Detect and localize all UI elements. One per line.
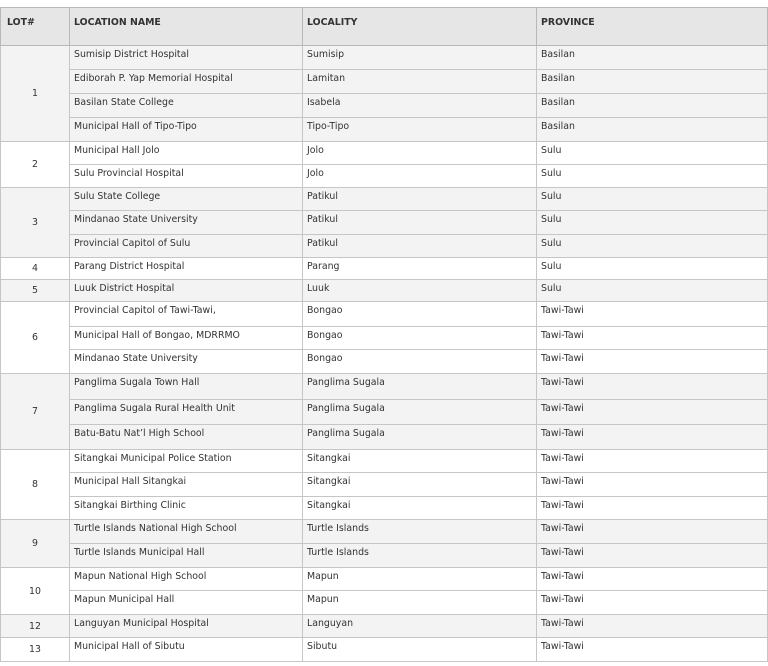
locality-cell: Sibutu <box>303 638 537 662</box>
lot-cell: 10 <box>1 568 70 615</box>
province-cell: Tawi-Tawi <box>537 400 768 425</box>
lot-cell: 3 <box>1 188 70 258</box>
province-cell: Tawi-Tawi <box>537 638 768 662</box>
table-row <box>1 235 768 258</box>
locality-cell: Patikul <box>303 188 537 211</box>
location-name-cell: Turtle Islands National High School <box>70 520 303 544</box>
lot-cell: 13 <box>1 638 70 662</box>
table-row <box>1 425 768 450</box>
location-name-cell: Sitangkai Municipal Police Station <box>70 450 303 473</box>
table-row <box>1 591 768 615</box>
table-row <box>1 118 768 142</box>
locality-cell: Sitangkai <box>303 450 537 473</box>
province-cell: Tawi-Tawi <box>537 591 768 615</box>
province-cell: Tawi-Tawi <box>537 520 768 544</box>
location-name-cell: Mapun National High School <box>70 568 303 591</box>
location-name-cell: Mindanao State University <box>70 350 303 374</box>
locality-cell: Bongao <box>303 327 537 350</box>
table-row <box>1 497 768 520</box>
table-row <box>1 350 768 374</box>
lot-cell: 2 <box>1 142 70 188</box>
province-cell: Tawi-Tawi <box>537 568 768 591</box>
province-cell: Sulu <box>537 211 768 235</box>
table-row <box>1 473 768 497</box>
locality-cell: Sumisip <box>303 46 537 70</box>
table-row <box>1 94 768 118</box>
location-name-cell: Panglima Sugala Town Hall <box>70 374 303 400</box>
table-row <box>1 400 768 425</box>
table-row <box>1 211 768 235</box>
locality-cell: Bongao <box>303 350 537 374</box>
location-name-cell: Sulu State College <box>70 188 303 211</box>
table-row <box>1 327 768 350</box>
table-row <box>1 70 768 94</box>
lot-cell: 8 <box>1 450 70 520</box>
table-body <box>1 46 768 662</box>
table-row <box>1 568 768 591</box>
locality-cell: Panglima Sugala <box>303 400 537 425</box>
location-name-cell: Municipal Hall of Sibutu <box>70 638 303 662</box>
locality-cell: Turtle Islands <box>303 544 537 568</box>
locations-table <box>0 7 768 662</box>
table-row <box>1 165 768 188</box>
lot-cell: 12 <box>1 615 70 638</box>
locality-cell: Parang <box>303 258 537 280</box>
province-cell: Tawi-Tawi <box>537 544 768 568</box>
lot-cell: 4 <box>1 258 70 280</box>
locality-cell: Mapun <box>303 591 537 615</box>
province-cell: Basilan <box>537 70 768 94</box>
location-name-cell: Sulu Provincial Hospital <box>70 165 303 188</box>
province-cell: Basilan <box>537 46 768 70</box>
location-name-cell: Parang District Hospital <box>70 258 303 280</box>
table-row <box>1 544 768 568</box>
province-cell: Tawi-Tawi <box>537 374 768 400</box>
table-row <box>1 280 768 302</box>
lot-cell: 7 <box>1 374 70 450</box>
table-header-row <box>1 8 768 46</box>
locality-cell: Sitangkai <box>303 473 537 497</box>
locality-cell: Patikul <box>303 211 537 235</box>
table-row <box>1 188 768 211</box>
locality-cell: Turtle Islands <box>303 520 537 544</box>
header-province: PROVINCE <box>537 8 768 46</box>
table-row <box>1 374 768 400</box>
location-name-cell: Mindanao State University <box>70 211 303 235</box>
province-cell: Sulu <box>537 258 768 280</box>
locality-cell: Tipo-Tipo <box>303 118 537 142</box>
locality-cell: Panglima Sugala <box>303 425 537 450</box>
location-name-cell: Municipal Hall of Bongao, MDRRMO <box>70 327 303 350</box>
location-name-cell: Luuk District Hospital <box>70 280 303 302</box>
location-name-cell: Panglima Sugala Rural Health Unit <box>70 400 303 425</box>
province-cell: Tawi-Tawi <box>537 425 768 450</box>
locality-cell: Bongao <box>303 302 537 327</box>
locality-cell: Mapun <box>303 568 537 591</box>
lot-cell: 6 <box>1 302 70 374</box>
header-locality: LOCALITY <box>303 8 537 46</box>
location-name-cell: Municipal Hall of Tipo-Tipo <box>70 118 303 142</box>
locality-cell: Panglima Sugala <box>303 374 537 400</box>
location-name-cell: Municipal Hall Jolo <box>70 142 303 165</box>
location-name-cell: Municipal Hall Sitangkai <box>70 473 303 497</box>
location-name-cell: Provincial Capitol of Tawi-Tawi, <box>70 302 303 327</box>
province-cell: Tawi-Tawi <box>537 450 768 473</box>
province-cell: Sulu <box>537 235 768 258</box>
table-row <box>1 142 768 165</box>
province-cell: Basilan <box>537 118 768 142</box>
location-name-cell: Sumisip District Hospital <box>70 46 303 70</box>
province-cell: Basilan <box>537 94 768 118</box>
header-lot: LOT# <box>1 8 70 46</box>
lot-cell: 5 <box>1 280 70 302</box>
header-location-name: LOCATION NAME <box>70 8 303 46</box>
province-cell: Sulu <box>537 165 768 188</box>
table-row <box>1 46 768 70</box>
lot-cell: 9 <box>1 520 70 568</box>
location-name-cell: Ediborah P. Yap Memorial Hospital <box>70 70 303 94</box>
lot-cell: 1 <box>1 46 70 142</box>
locality-cell: Isabela <box>303 94 537 118</box>
locality-cell: Lamitan <box>303 70 537 94</box>
location-name-cell: Basilan State College <box>70 94 303 118</box>
location-name-cell: Sitangkai Birthing Clinic <box>70 497 303 520</box>
table-row <box>1 302 768 327</box>
locality-cell: Sitangkai <box>303 497 537 520</box>
province-cell: Tawi-Tawi <box>537 302 768 327</box>
locality-cell: Jolo <box>303 142 537 165</box>
province-cell: Sulu <box>537 142 768 165</box>
location-name-cell: Provincial Capitol of Sulu <box>70 235 303 258</box>
table-row <box>1 520 768 544</box>
province-cell: Tawi-Tawi <box>537 473 768 497</box>
locality-cell: Luuk <box>303 280 537 302</box>
province-cell: Tawi-Tawi <box>537 497 768 520</box>
locality-cell: Languyan <box>303 615 537 638</box>
location-name-cell: Turtle Islands Municipal Hall <box>70 544 303 568</box>
location-name-cell: Mapun Municipal Hall <box>70 591 303 615</box>
location-name-cell: Languyan Municipal Hospital <box>70 615 303 638</box>
table-row <box>1 615 768 638</box>
province-cell: Tawi-Tawi <box>537 350 768 374</box>
province-cell: Sulu <box>537 280 768 302</box>
table-row <box>1 450 768 473</box>
locality-cell: Jolo <box>303 165 537 188</box>
table-row <box>1 638 768 662</box>
table-row <box>1 258 768 280</box>
locality-cell: Patikul <box>303 235 537 258</box>
location-name-cell: Batu-Batu Nat’l High School <box>70 425 303 450</box>
province-cell: Tawi-Tawi <box>537 327 768 350</box>
province-cell: Tawi-Tawi <box>537 615 768 638</box>
province-cell: Sulu <box>537 188 768 211</box>
